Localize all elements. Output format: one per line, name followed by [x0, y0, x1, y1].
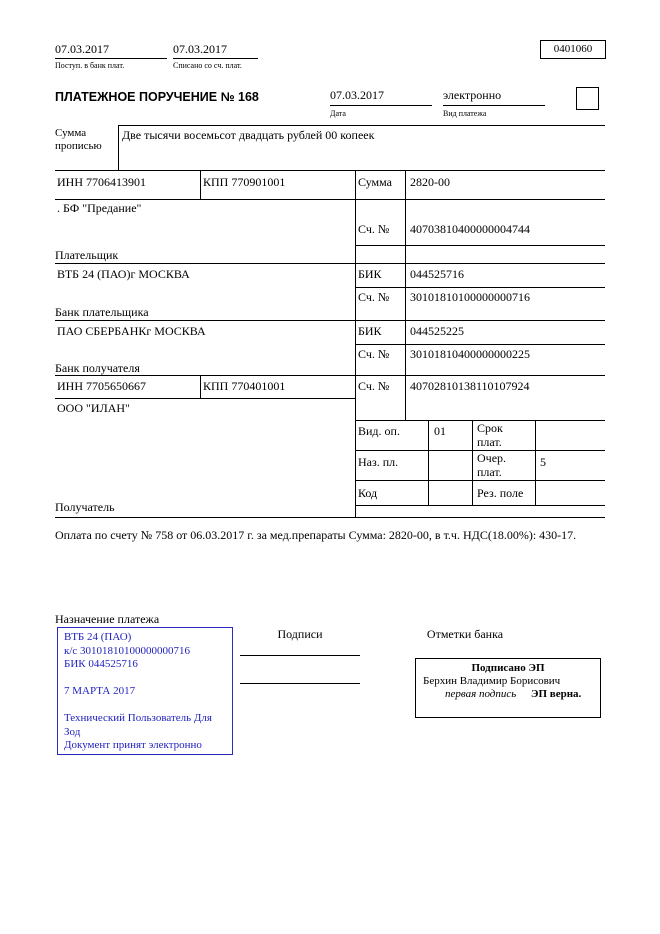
bank-blue-stamp [57, 627, 233, 755]
ep-signature-line [423, 688, 593, 701]
table-line [200, 170, 201, 199]
stamp-date: 7 МАРТА 2017 [64, 685, 136, 697]
document-title: ПЛАТЕЖНОЕ ПОРУЧЕНИЕ № 168 [55, 90, 259, 104]
ep-verdict: ЭП верна. [531, 688, 582, 700]
signature-line [240, 683, 360, 684]
payee-bank-account: 30101810400000000225 [410, 347, 530, 361]
payment-kind-value: электронно [443, 88, 545, 106]
amount-words-value: Две тысячи восемьсот двадцать рублей 00 копеек [122, 128, 375, 142]
purpose-text: Оплата по счету № 758 от 06.03.2017 г. за мед.препараты Сумма: 2820-00, в т.ч. НДС(18.00%): 430-17. [55, 528, 577, 542]
code-label: Код [358, 486, 378, 500]
payment-kind-label: Вид платежа [443, 109, 487, 118]
doc-date-label: Дата [330, 109, 346, 118]
stamp-bank-name: ВТБ 24 (ПАО) [64, 631, 132, 643]
table-line [428, 420, 429, 505]
priority-label: Очер. плат. [477, 451, 507, 479]
priority-value: 5 [540, 455, 546, 469]
table-line [118, 125, 605, 126]
debited-date-value: 07.03.2017 [173, 42, 258, 59]
amount-words-label: Сумма прописью [55, 127, 102, 152]
payer-account: 40703810400000004744 [410, 222, 530, 236]
payer-name: . БФ "Предание" [57, 201, 142, 215]
payee-bank-caption: Банк получателя [55, 361, 140, 375]
payee-bank-bik: 044525225 [410, 324, 464, 338]
op-kind-value: 01 [434, 424, 446, 438]
payee-bank-account-label: Сч. № [358, 347, 390, 361]
payee-bank-name: ПАО СБЕРБАНКг МОСКВА [57, 324, 206, 338]
table-line [200, 375, 201, 398]
payee-name: ООО "ИЛАН" [57, 401, 130, 415]
doc-date-value: 07.03.2017 [330, 88, 432, 106]
purpose-caption: Назначение платежа [55, 612, 160, 626]
table-line [355, 287, 605, 288]
table-line [55, 517, 605, 518]
payer-bank-name: ВТБ 24 (ПАО)г МОСКВА [57, 267, 190, 281]
payee-inn: ИНН 7705650667 [57, 379, 146, 393]
table-line [55, 398, 355, 399]
sum-value: 2820-00 [410, 175, 450, 189]
stamp-bik: БИК 044525716 [64, 658, 138, 670]
table-line [535, 420, 536, 505]
priority-checkbox [576, 87, 599, 110]
op-kind-label: Вид. оп. [358, 424, 400, 438]
ep-title: Подписано ЭП [471, 662, 545, 674]
debited-date-label: Списано со сч. плат. [173, 61, 242, 70]
sum-label: Сумма [358, 175, 392, 189]
payee-kpp: КПП 770401001 [203, 379, 286, 393]
payee-account: 40702810138110107924 [410, 379, 530, 393]
table-line [55, 320, 605, 321]
table-line [472, 420, 473, 505]
payer-bank-bik: 044525716 [410, 267, 464, 281]
table-line [55, 199, 605, 200]
payee-account-label: Сч. № [358, 379, 390, 393]
table-line [355, 245, 605, 246]
stamp-blank [64, 672, 226, 686]
stamp-blank [64, 699, 226, 713]
signature-line [240, 655, 360, 656]
ep-signer-name: Берхин Владимир Борисович [423, 675, 561, 687]
received-date-value: 07.03.2017 [55, 42, 167, 59]
payer-bank-account-label: Сч. № [358, 290, 390, 304]
signatures-label: Подписи [277, 627, 323, 641]
received-date-label: Поступ. в банк плат. [55, 61, 125, 70]
payer-inn: ИНН 7706413901 [57, 175, 146, 189]
bank-marks-label: Отметки банка [426, 627, 504, 641]
table-line [355, 480, 605, 481]
form-code-box: 0401060 [540, 40, 606, 59]
table-line [405, 170, 406, 420]
payee-caption: Получатель [55, 500, 115, 514]
payer-bank-caption: Банк плательщика [55, 305, 149, 319]
stamp-corr-account: к/с 30101810100000000716 [64, 644, 191, 657]
payer-bank-account: 30101810100000000716 [410, 290, 530, 304]
ep-signature-type: первая подпись [445, 688, 517, 700]
reserve-field-label: Рез. поле [477, 486, 524, 500]
payer-caption: Плательщик [55, 248, 119, 262]
stamp-accepted-note: Документ принят электронно [64, 739, 202, 751]
electronic-signature-stamp [415, 658, 601, 718]
stamp-operator-line2: Зод [64, 725, 81, 738]
table-line [355, 505, 605, 506]
table-line [355, 170, 356, 517]
pay-term-label: Срок плат. [477, 421, 503, 449]
payer-kpp: КПП 770901001 [203, 175, 286, 189]
table-line [55, 263, 605, 264]
payer-bank-bik-label: БИК [358, 267, 382, 281]
table-line [55, 170, 605, 171]
stamp-operator-line1: Технический Пользователь Для [64, 712, 212, 724]
payee-bank-bik-label: БИК [358, 324, 382, 338]
table-line [355, 344, 605, 345]
purpose-code-label: Наз. пл. [358, 455, 399, 469]
table-line [118, 125, 119, 170]
payer-account-label: Сч. № [358, 222, 390, 236]
